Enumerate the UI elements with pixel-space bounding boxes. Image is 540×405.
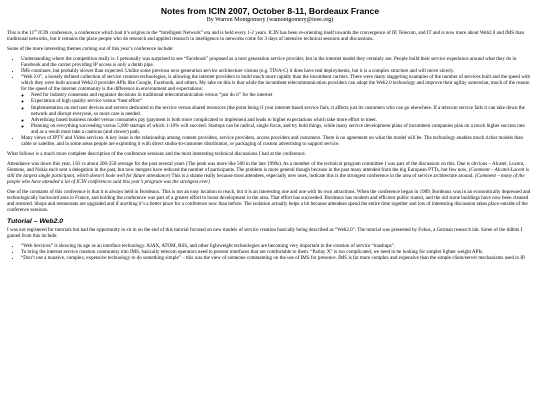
tutorial-intro: I was not registered for tutorials but had the opportunity to sit in on the end of this tutorial focused on new models of service creation basically being described as “Web2.0”. The tutorial was presented by Fokus, a German research lab. Some of the tidbits I gained from this include: — [7, 227, 523, 240]
intro-text-b: ICIN conference, a conference which had it’s origins in the “Intelligent Network” era and is held every 1-2 years. ICIN has been re-orienting itself towards the convergence of IP, Telecom, and IT and is now more about Web2.0 and IMS than traditional networks, but it remains the place people who do research and applied research in intelligence in networks come for 3 days of intensive technical sessions and discussions. — [7, 30, 525, 43]
sub-item: ◦ Advertising based business model versus consumers pay (payment is both more complicated to implement and leads to higher expectations which take more effort to meet. — [31, 117, 533, 123]
themes-list — [7, 56, 533, 147]
sub-item: ◦ Need for industry consensus and regulator decisions in traditional telecommunication versus “just do it” for the internet — [31, 92, 533, 98]
themes-intro: Some of the more interesting themes coming out of this year’s conference include: — [7, 46, 174, 53]
attendance-comment-2: (Comment – many of the people who have attended a lot of ICIN conferences said this year’s program was the strongest ever) — [7, 172, 525, 186]
theme-item: • Many views of IPTV and Video services. A key issue is the relationship among content providers, service providers, access providers and customers. There is no agreement on what the model will be. The technology enables much richer models than cable or satellite, and in some areas people are exploiting it with direct studio-to-customer distribution, or packaging of custom advertising to support service. — [21, 135, 533, 147]
sub-item: ◦ Implementation on end user devices and servers dedicated to the service versus shared resources (the point being if your internet based service fails, it affects just its customers who can go elsewhere. If a telecom service fails it can take down the network and disrupt everyone, so more care is needed. — [31, 105, 533, 117]
tutorial-item: • To bring the internet service creation community into IMS, basically telecom operators need to present interfaces that are comfortable to them. “Parlay X” is too complicated, we need to be looking for simpler lighter weight APIs. — [21, 249, 533, 255]
attendance-text-b: This is a shame really because most attendees, especially new ones, indicate this is the strongest conference in the area of service architecture around. — [170, 172, 475, 179]
theme-item: • Understanding where the competition really is. I personally was surprised to see “Facebook” proposed as a next generation service provider, but in the internet model they certainly are. People build their service experience around what they do in Facebook and the carrier providing IP access is only a dumb pipe. — [21, 56, 533, 68]
theme-item: • IMS continues, but probably slower than expected. Unlike some previous next generation service architecture visions (e.g. TINA-C) it does have real deployments, but it is a complex structure and will move slowly. — [21, 68, 533, 74]
attendance-text-a: Attendance was down this year, 150 vs about 200-250 average for the past several years (The peak was more like 500 in the late 1990s). As a member of the technical program committee I was part of the discussion on this. One is obvious – Alcatel, Lucent, Siemens, and Nokia each sent a delegation in the past, but now mergers have reduced the number of participants. The problem is more general though because in the past many attended from the big European PTTs, but few now. — [7, 160, 525, 173]
web20-sub-list — [21, 92, 533, 134]
tutorial-list — [7, 243, 533, 261]
intro-paragraph — [7, 30, 533, 42]
tutorial-item: • “Web Services” is showing its age as an interface technology. AJAX, ATOM, RSS, and other lightweight technologies are becoming very important in the creation of service “mashups”. — [21, 243, 533, 249]
theme-item-web20 — [21, 74, 533, 134]
tutorial-heading: Tutorial – Web2.0 — [7, 218, 64, 226]
intro-superscript: th — [34, 28, 37, 33]
attendance-comment-1: (Comment – Alcatel-Lucent is still the largest single participant, which doesn’t bode well for future attendance) — [7, 166, 529, 179]
bordeaux-paragraph: One of the constants of this conference is that it is always held in Bordeaux. This is not an easy location to reach, but it is an interesting one and one with its own attractions. When the conference began in 1989, Bordeaux was in an economically depressed and technologically backward area in France, and holding the conference was part of a greater effort to boost development in the area. That effort has succeeded. Bordeaux has modern and efficient public transit, and the old stone buildings have now been cleaned and restored. Shops and restaurants are upgraded and if anything it’s a better place for a conference now than before. The isolation actually helps a bit because attendees spend the entire time together and lots of interesting discussion takes place outside of the conference sessions. — [7, 189, 531, 214]
document-title: Notes from ICIN 2007, October 8-11, Bordeaux France — [160, 6, 380, 16]
attendance-paragraph — [7, 161, 533, 185]
author-byline: By Warren Montgomery (wamontgomery@ieee.org) — [206, 17, 334, 23]
sub-item: ◦ Planning on everything succeeding versus 5,000 startups of which 1-10% will succeed. Startups can be radical, single focus, and try bold things, while many service development plans of incumbent companies plan on a much higher success rate and as a result must take a cautious (and slower) path. — [31, 123, 533, 135]
summary-note: What follows is a much more complete description of the conference sessions and the most interesting technical discussions I had at the conference. — [7, 150, 306, 157]
intro-text-a: This is the 11 — [7, 30, 35, 36]
theme-item-text: “Web 2.0”, a loosely defined collection of service creation technologies, is allowing the internet providers to build much more rapidly than the incumbent carriers. There were many staggering examples of the number of services built and the speed with which they were built around Web2.0 provider APIs like Google, Facebook, and others. My take on this is that while the incumbent telecommunication providers can adopt the Web2.0 technology and improve their agility somewhat, much of the reason for the speed of the internet community is the difference in environment and expectations: — [21, 74, 531, 93]
sub-item: ◦ Expectation of high quality service versus “best effort” — [31, 98, 533, 104]
tutorial-item: • “Don’t use a massive, complex, expensive technology to do something simple” – this was the view of someone commenting on the use of IMS for presence. IMS is far more complex and expensive than the simple client/server mechanisms used in IP. — [21, 255, 533, 261]
